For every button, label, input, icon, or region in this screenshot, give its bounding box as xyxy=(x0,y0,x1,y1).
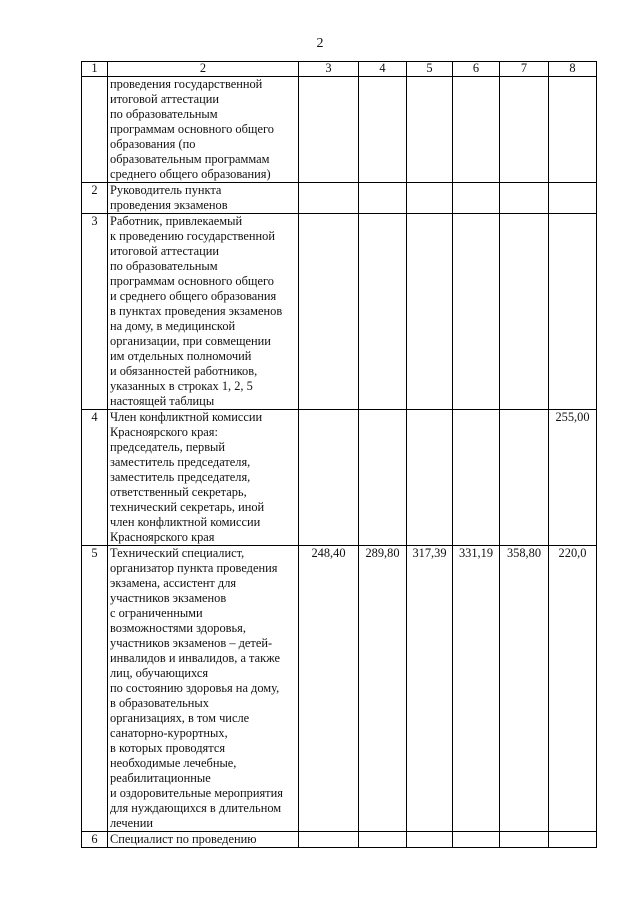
value-cell-col-6 xyxy=(453,183,500,214)
value-cell-col-7 xyxy=(500,832,549,848)
description-line: проведения экзаменов xyxy=(110,198,228,212)
value-cell-col-7 xyxy=(500,77,549,183)
value-cell-col-7: 358,80 xyxy=(500,546,549,832)
description-line: и среднего общего образования xyxy=(110,289,277,303)
value-cell-col-8: 220,0 xyxy=(549,546,597,832)
description-line: для нуждающихся в длительном xyxy=(110,801,282,815)
description-line: в которых проводятся xyxy=(110,741,226,755)
row-description xyxy=(108,214,299,410)
value-cell-col-3 xyxy=(299,410,359,546)
table-row xyxy=(82,410,597,546)
description-line: экзамена, ассистент для xyxy=(110,576,237,590)
description-line: Технический специалист, xyxy=(110,546,245,560)
row-number: 2 xyxy=(82,183,108,214)
value-cell-col-3 xyxy=(299,832,359,848)
table-row xyxy=(82,214,597,410)
description-line: лечении xyxy=(110,816,153,830)
value-cell-col-6 xyxy=(453,410,500,546)
row-description xyxy=(108,183,299,214)
page-number: 2 xyxy=(316,36,324,51)
row-number: 3 xyxy=(82,214,108,410)
description-line: образовательным программам xyxy=(110,152,270,166)
description-line: необходимые лечебные, xyxy=(110,756,237,770)
description-line: программам основного общего xyxy=(110,274,274,288)
row-description xyxy=(108,832,299,848)
tariff-table xyxy=(81,61,597,848)
value-cell-col-7 xyxy=(500,183,549,214)
description-line: настоящей таблицы xyxy=(110,394,215,408)
col-header-4: 4 xyxy=(359,62,407,77)
table-row xyxy=(82,77,597,183)
description-line: член конфликтной комиссии xyxy=(110,515,261,529)
value-cell-col-3 xyxy=(299,214,359,410)
description-line: заместитель председателя, xyxy=(110,455,251,469)
description-line: и обязанностей работников, xyxy=(110,364,258,378)
description-line: итоговой аттестации xyxy=(110,92,220,106)
description-line: технический секретарь, иной xyxy=(110,500,265,514)
header-row xyxy=(82,62,597,77)
description-line: среднего общего образования) xyxy=(110,167,271,181)
col-header-5: 5 xyxy=(407,62,453,77)
row-description xyxy=(108,77,299,183)
row-number: 5 xyxy=(82,546,108,832)
description-line: реабилитационные xyxy=(110,771,211,785)
description-line: Руководитель пункта xyxy=(110,183,222,197)
value-cell-col-8 xyxy=(549,77,597,183)
description-line: Специалист по проведению xyxy=(110,832,257,846)
row-number: 4 xyxy=(82,410,108,546)
table-row xyxy=(82,832,597,848)
value-cell-col-5 xyxy=(407,77,453,183)
row-description xyxy=(108,546,299,832)
value-cell-col-6: 331,19 xyxy=(453,546,500,832)
description-line: указанных в строках 1, 2, 5 xyxy=(110,379,253,393)
description-line: возможностями здоровья, xyxy=(110,621,246,635)
value-cell-col-4 xyxy=(359,77,407,183)
value-cell-col-7 xyxy=(500,410,549,546)
description-line: санаторно-курортных, xyxy=(110,726,228,740)
value-cell-col-4 xyxy=(359,183,407,214)
description-line: организациях, в том числе xyxy=(110,711,250,725)
description-line: к проведению государственной xyxy=(110,229,275,243)
col-header-8: 8 xyxy=(549,62,597,77)
description-line: и оздоровительные мероприятия xyxy=(110,786,283,800)
value-cell-col-4 xyxy=(359,832,407,848)
value-cell-col-6 xyxy=(453,832,500,848)
description-line: по состоянию здоровья на дому, xyxy=(110,681,280,695)
description-line: ответственный секретарь, xyxy=(110,485,247,499)
value-cell-col-8 xyxy=(549,214,597,410)
value-cell-col-4: 289,80 xyxy=(359,546,407,832)
description-line: заместитель председателя, xyxy=(110,470,251,484)
col-header-7: 7 xyxy=(500,62,549,77)
value-cell-col-4 xyxy=(359,214,407,410)
row-description xyxy=(108,410,299,546)
description-line: лиц, обучающихся xyxy=(110,666,209,680)
value-cell-col-8 xyxy=(549,183,597,214)
description-line: образования (по xyxy=(110,137,196,151)
description-line: на дому, в медицинской xyxy=(110,319,236,333)
description-line: председатель, первый xyxy=(110,440,226,454)
description-line: в пунктах проведения экзаменов xyxy=(110,304,283,318)
description-line: проведения государственной xyxy=(110,77,263,91)
description-line: по образовательным xyxy=(110,107,218,121)
col-header-3: 3 xyxy=(299,62,359,77)
description-line: инвалидов и инвалидов, а также xyxy=(110,651,281,665)
value-cell-col-8: 255,00 xyxy=(549,410,597,546)
description-line: в образовательных xyxy=(110,696,209,710)
row-number xyxy=(82,77,108,183)
description-line: Член конфликтной комиссии xyxy=(110,410,263,424)
value-cell-col-3: 248,40 xyxy=(299,546,359,832)
value-cell-col-4 xyxy=(359,410,407,546)
value-cell-col-8 xyxy=(549,832,597,848)
value-cell-col-5 xyxy=(407,410,453,546)
value-cell-col-5 xyxy=(407,832,453,848)
description-line: по образовательным xyxy=(110,259,218,273)
row-number: 6 xyxy=(82,832,108,848)
value-cell-col-5 xyxy=(407,214,453,410)
description-line: итоговой аттестации xyxy=(110,244,220,258)
description-line: им отдельных полномочий xyxy=(110,349,252,363)
value-cell-col-3 xyxy=(299,77,359,183)
description-line: организатор пункта проведения xyxy=(110,561,278,575)
value-cell-col-5 xyxy=(407,183,453,214)
description-line: программам основного общего xyxy=(110,122,274,136)
col-header-1: 1 xyxy=(82,62,108,77)
description-line: участников экзаменов xyxy=(110,591,227,605)
col-header-6: 6 xyxy=(453,62,500,77)
description-line: с ограниченными xyxy=(110,606,203,620)
table-row xyxy=(82,183,597,214)
description-line: участников экзаменов – детей- xyxy=(110,636,273,650)
col-header-2: 2 xyxy=(108,62,299,77)
description-line: Красноярского края: xyxy=(110,425,218,439)
value-cell-col-6 xyxy=(453,77,500,183)
description-line: организации, при совмещении xyxy=(110,334,271,348)
table-row xyxy=(82,546,597,832)
value-cell-col-5: 317,39 xyxy=(407,546,453,832)
value-cell-col-7 xyxy=(500,214,549,410)
description-line: Работник, привлекаемый xyxy=(110,214,243,228)
value-cell-col-3 xyxy=(299,183,359,214)
description-line: Красноярского края xyxy=(110,530,215,544)
value-cell-col-6 xyxy=(453,214,500,410)
